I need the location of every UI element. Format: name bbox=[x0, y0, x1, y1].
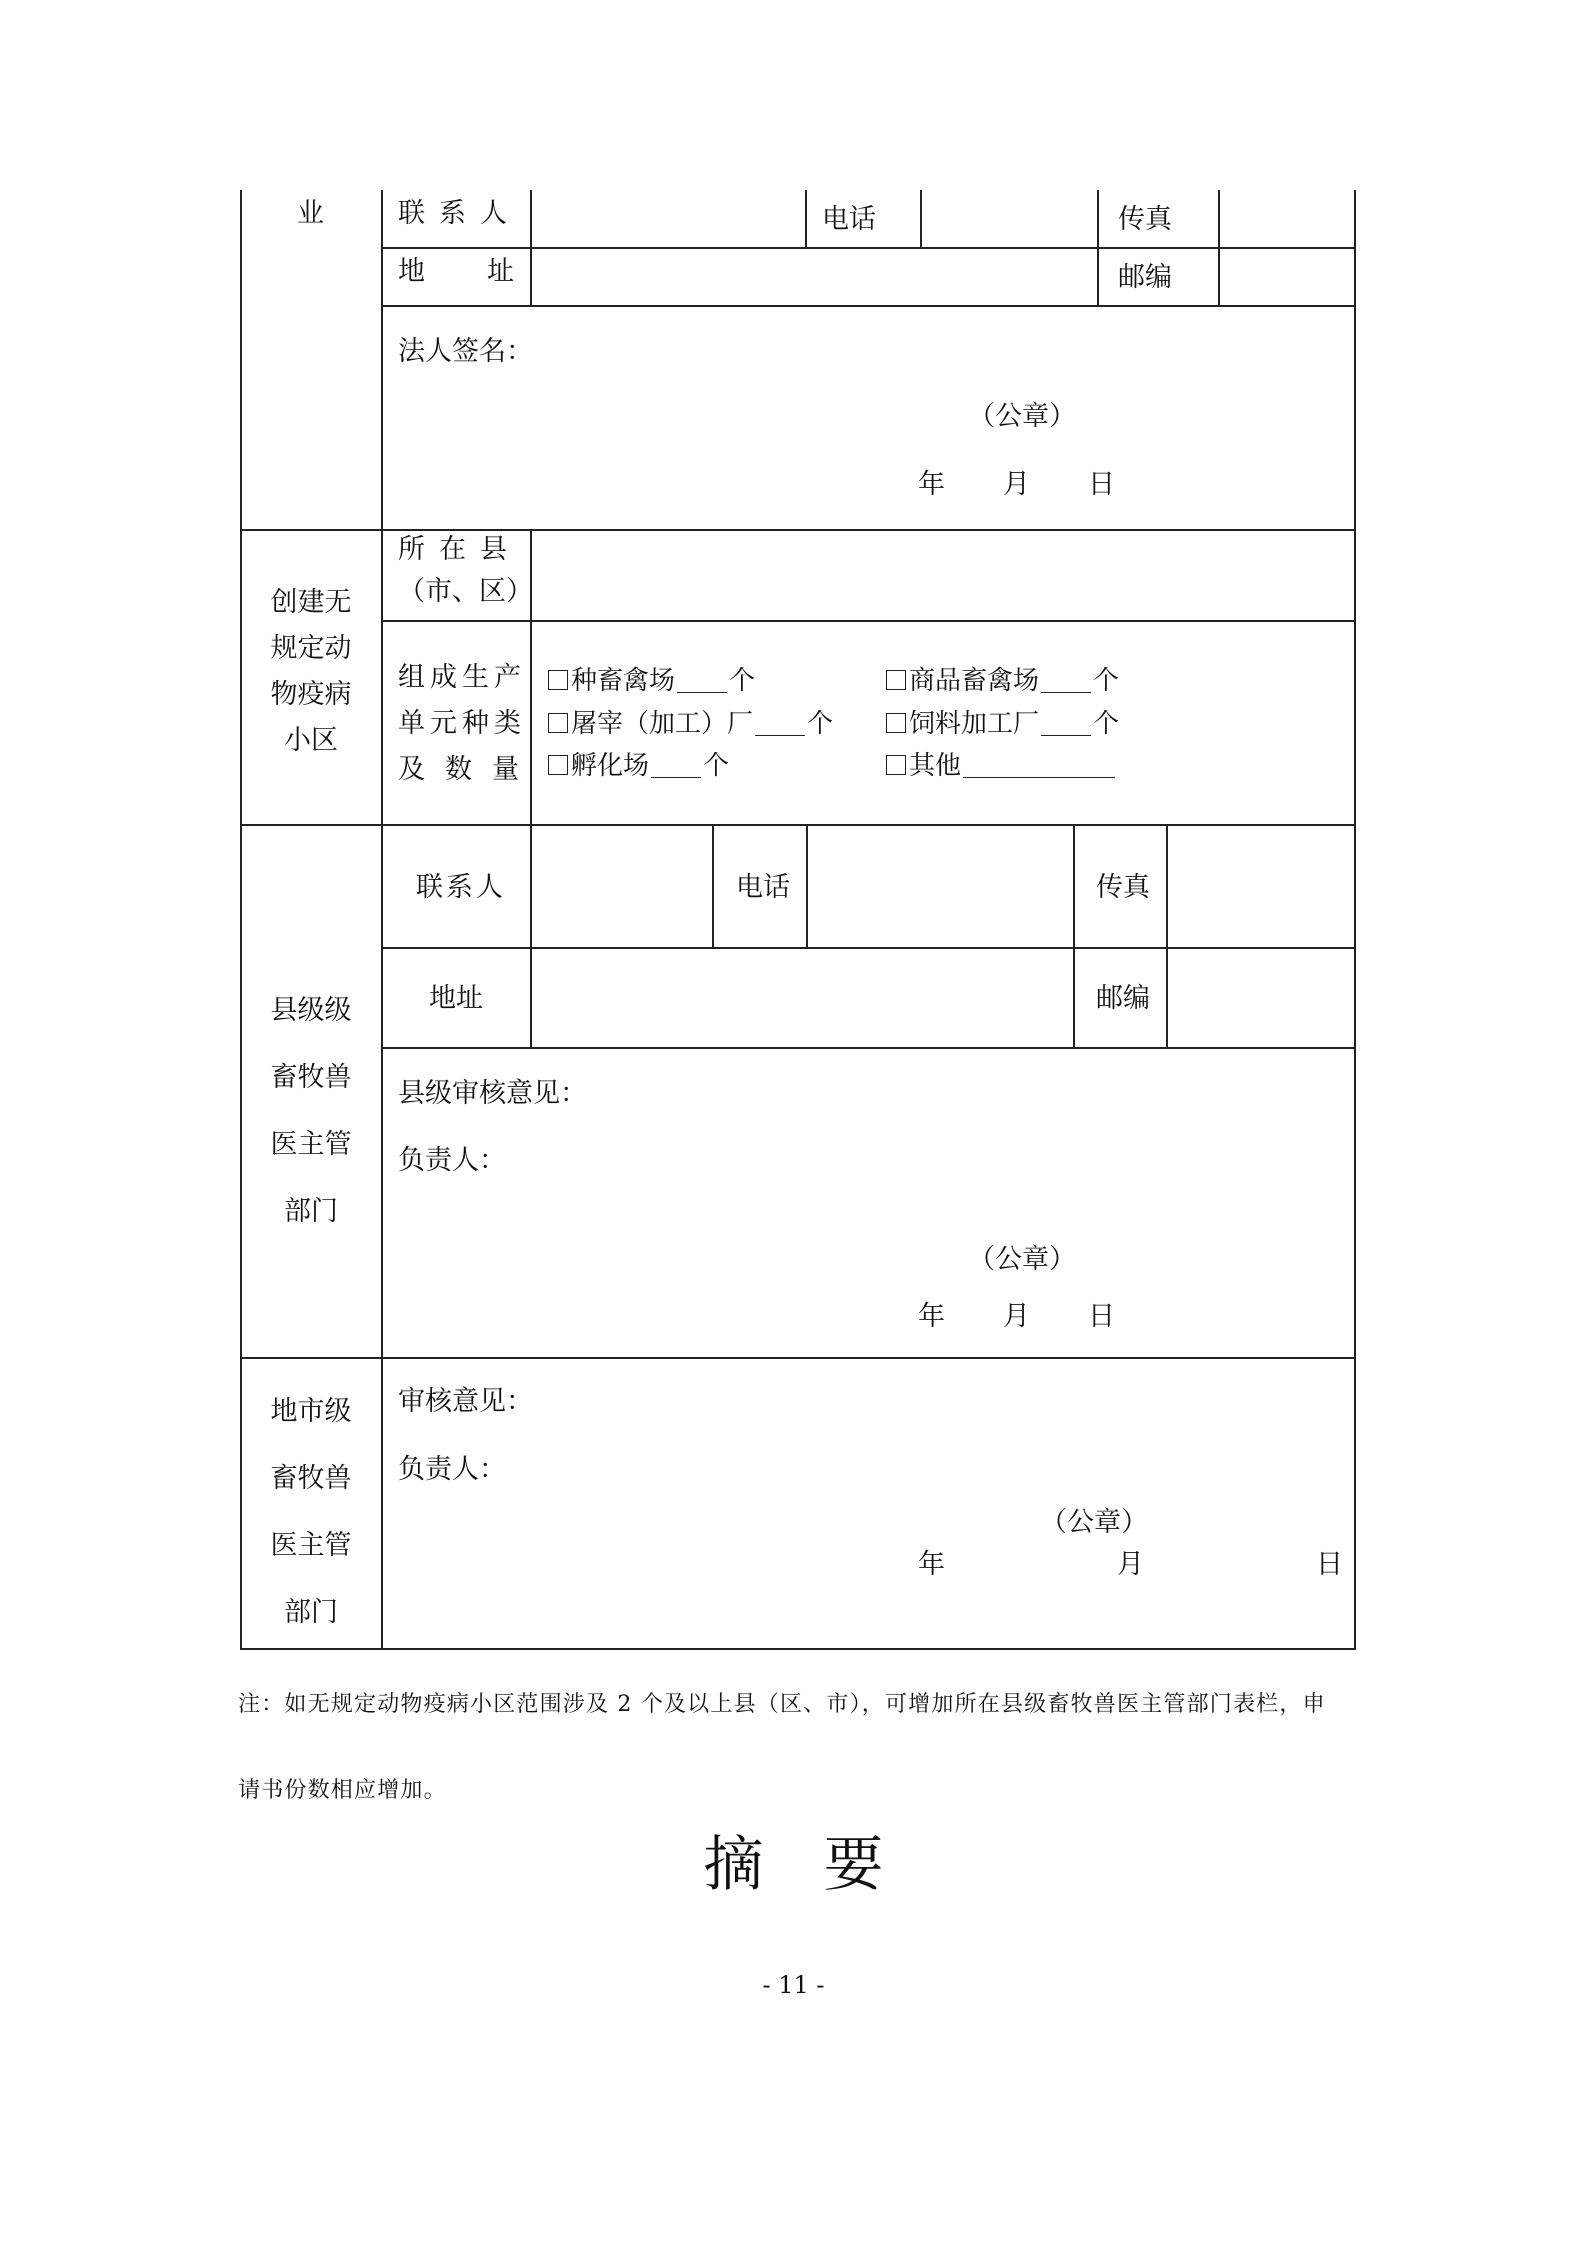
phone-label: 电话 bbox=[822, 204, 876, 235]
county-label-line2: （市、区） bbox=[398, 576, 533, 607]
enterprise-date-year: 年 bbox=[918, 469, 945, 500]
address-label: 地址 bbox=[398, 256, 576, 287]
s3-col-e bbox=[1166, 824, 1168, 1048]
county-date-year: 年 bbox=[918, 1301, 945, 1332]
option-other[interactable] bbox=[886, 745, 1117, 787]
county-label-line1: 所在县 bbox=[398, 534, 521, 565]
county-opinion-label: 县级审核意见： bbox=[398, 1078, 587, 1109]
county-date-day: 日 bbox=[1088, 1301, 1115, 1332]
option-text: 商品畜禽场 bbox=[909, 666, 1040, 696]
option-text: 孵化场 bbox=[571, 751, 650, 781]
fill-blank[interactable] bbox=[651, 753, 701, 778]
table-bottom-border bbox=[240, 1648, 1356, 1650]
s3-bottom bbox=[240, 1357, 1356, 1359]
option-text: 饲料加工厂 bbox=[909, 709, 1040, 739]
option-breeding-farm[interactable] bbox=[548, 660, 755, 702]
legal-sign-label: 法人签名： bbox=[398, 336, 533, 367]
label-column-divider bbox=[381, 190, 383, 1650]
city-side-line-1: 地市级 bbox=[270, 1396, 352, 1427]
s3-col-b bbox=[712, 824, 714, 948]
contact-label: 联系人 bbox=[398, 198, 521, 229]
s1-row-2 bbox=[381, 305, 1356, 307]
county-responsible-label: 负责人： bbox=[398, 1145, 506, 1176]
option-suffix: 个 bbox=[1093, 709, 1120, 739]
checkbox-icon[interactable] bbox=[886, 670, 906, 690]
checkbox-icon[interactable] bbox=[548, 755, 568, 775]
city-side-label bbox=[241, 1378, 381, 1646]
fax-label: 传真 bbox=[1118, 204, 1172, 235]
zone-side-line-2: 规定动 bbox=[270, 633, 352, 664]
zone-side-line-3: 物疫病 bbox=[270, 679, 352, 710]
option-commercial-farm[interactable] bbox=[886, 660, 1119, 702]
units-label-line-2: 单元种类 bbox=[398, 708, 526, 739]
s1-col-b bbox=[805, 190, 807, 248]
fill-blank[interactable] bbox=[1041, 668, 1091, 693]
county-date-month: 月 bbox=[1003, 1301, 1030, 1332]
s1-row-1 bbox=[381, 247, 1356, 249]
city-date-month: 月 bbox=[1117, 1549, 1144, 1580]
option-suffix: 个 bbox=[703, 751, 730, 781]
county-side-line-2: 畜牧兽 bbox=[270, 1062, 352, 1093]
enterprise-seal-label: （公章） bbox=[968, 401, 1076, 432]
note-line-1: 注：如无规定动物疫病小区范围涉及 2 个及以上县（区、市），可增加所在县级畜牧兽医主管部门表栏，申 bbox=[238, 1692, 1326, 1717]
s3-row-2 bbox=[381, 1047, 1356, 1049]
county-side-label bbox=[241, 977, 381, 1245]
option-text: 屠宰（加工）厂 bbox=[571, 709, 754, 739]
fill-blank[interactable] bbox=[1041, 711, 1091, 736]
option-feed-mill[interactable] bbox=[886, 703, 1119, 745]
city-seal-label: （公章） bbox=[1040, 1507, 1148, 1538]
units-label bbox=[398, 655, 539, 793]
county-postcode-label: 邮编 bbox=[1096, 983, 1150, 1014]
city-side-line-4: 部门 bbox=[284, 1597, 338, 1628]
checkbox-icon[interactable] bbox=[548, 713, 568, 733]
city-responsible-label: 负责人： bbox=[398, 1454, 506, 1485]
option-suffix: 个 bbox=[807, 709, 834, 739]
fill-blank[interactable] bbox=[755, 711, 805, 736]
city-side-line-2: 畜牧兽 bbox=[270, 1463, 352, 1494]
page-heading: 摘 要 bbox=[703, 1830, 884, 1900]
county-contact-label: 联系人 bbox=[416, 872, 506, 903]
checkbox-icon[interactable] bbox=[886, 755, 906, 775]
s3-col-a bbox=[530, 824, 532, 1048]
county-side-line-4: 部门 bbox=[284, 1196, 338, 1227]
option-text: 种畜禽场 bbox=[571, 666, 676, 696]
city-side-line-3: 医主管 bbox=[270, 1530, 352, 1561]
note-line-2: 请书份数相应增加。 bbox=[238, 1778, 447, 1803]
option-text: 其他 bbox=[909, 751, 962, 781]
zone-side-label bbox=[241, 580, 381, 764]
page-number: - 11 - bbox=[762, 1971, 825, 1999]
enterprise-side-label: 业 bbox=[297, 198, 324, 229]
postcode-label: 邮编 bbox=[1118, 262, 1172, 293]
table-right-border bbox=[1354, 190, 1356, 1650]
city-opinion-label: 审核意见： bbox=[398, 1386, 533, 1417]
option-slaughterhouse[interactable] bbox=[548, 703, 833, 745]
s3-col-d bbox=[1073, 824, 1075, 1048]
county-side-line-1: 县级级 bbox=[270, 995, 352, 1026]
county-fax-label: 传真 bbox=[1096, 872, 1150, 903]
city-date-year: 年 bbox=[918, 1549, 945, 1580]
checkbox-icon[interactable] bbox=[886, 713, 906, 733]
s1-col-c bbox=[920, 190, 922, 248]
option-suffix: 个 bbox=[1093, 666, 1120, 696]
checkbox-icon[interactable] bbox=[548, 670, 568, 690]
city-date-day: 日 bbox=[1316, 1549, 1343, 1580]
units-label-line-1: 组成生产 bbox=[398, 662, 526, 693]
fill-blank[interactable] bbox=[963, 753, 1115, 778]
zone-side-line-1: 创建无 bbox=[270, 587, 352, 618]
fill-blank[interactable] bbox=[677, 668, 727, 693]
s3-row-1 bbox=[381, 947, 1356, 949]
s3-col-c bbox=[806, 824, 808, 948]
units-label-line-3: 及数量 bbox=[398, 754, 539, 785]
county-side-line-3: 医主管 bbox=[270, 1129, 352, 1160]
enterprise-date-day: 日 bbox=[1088, 469, 1115, 500]
county-phone-label: 电话 bbox=[736, 872, 790, 903]
county-address-label: 地址 bbox=[429, 983, 483, 1014]
option-suffix: 个 bbox=[729, 666, 756, 696]
s2-bottom bbox=[240, 824, 1356, 826]
enterprise-date-month: 月 bbox=[1003, 469, 1030, 500]
county-seal-label: （公章） bbox=[968, 1244, 1076, 1275]
s2-row-1 bbox=[381, 620, 1356, 622]
zone-side-line-4: 小区 bbox=[284, 725, 338, 756]
option-hatchery[interactable] bbox=[548, 745, 729, 787]
